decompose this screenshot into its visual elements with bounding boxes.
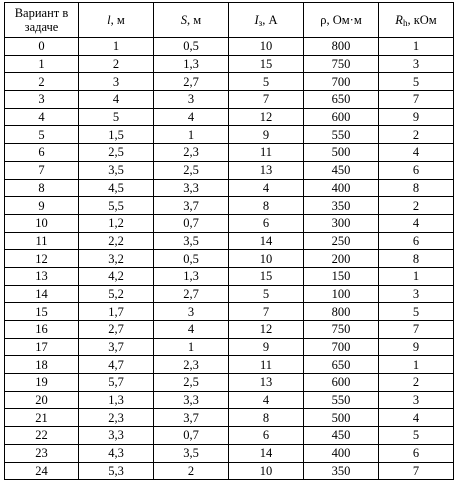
cell-resistance: 2 xyxy=(379,197,454,215)
cell-length: 4,2 xyxy=(79,267,154,285)
cell-resistivity: 400 xyxy=(304,444,379,462)
cell-length: 4,7 xyxy=(79,356,154,374)
cell-length: 2 xyxy=(79,55,154,73)
cell-variant: 11 xyxy=(5,232,79,250)
cell-resistivity: 500 xyxy=(304,144,379,162)
cell-resistance: 8 xyxy=(379,250,454,268)
cell-variant: 22 xyxy=(5,427,79,445)
cell-resistivity: 500 xyxy=(304,409,379,427)
cell-resistance: 9 xyxy=(379,108,454,126)
cell-variant: 12 xyxy=(5,250,79,268)
cell-area: 1,3 xyxy=(154,55,229,73)
header-resistance xyxy=(379,3,454,38)
cell-area: 4 xyxy=(154,108,229,126)
cell-current: 11 xyxy=(229,356,304,374)
cell-variant: 0 xyxy=(5,38,79,56)
cell-area: 1 xyxy=(154,338,229,356)
table-row xyxy=(5,462,454,480)
cell-current: 13 xyxy=(229,161,304,179)
cell-resistance: 7 xyxy=(379,462,454,480)
cell-length: 5,5 xyxy=(79,197,154,215)
cell-resistivity: 400 xyxy=(304,179,379,197)
cell-length: 1,7 xyxy=(79,303,154,321)
table-body xyxy=(5,38,454,480)
cell-variant: 14 xyxy=(5,285,79,303)
cell-current: 13 xyxy=(229,374,304,392)
cell-length: 5,2 xyxy=(79,285,154,303)
variants-table-container xyxy=(4,2,454,480)
header-length-symbol: l xyxy=(107,13,111,27)
header-length-unit: , м xyxy=(110,13,125,27)
header-resistance-symbol: R xyxy=(395,13,403,27)
cell-resistance: 6 xyxy=(379,232,454,250)
header-current-subscript: з xyxy=(258,18,263,28)
cell-variant: 2 xyxy=(5,73,79,91)
table-row xyxy=(5,55,454,73)
cell-resistance: 5 xyxy=(379,427,454,445)
table-row xyxy=(5,409,454,427)
cell-length: 5,3 xyxy=(79,462,154,480)
cell-area: 2 xyxy=(154,462,229,480)
cell-variant: 23 xyxy=(5,444,79,462)
table-row xyxy=(5,73,454,91)
table-row xyxy=(5,267,454,285)
header-resistivity-label: ρ, Ом·м xyxy=(320,13,362,27)
cell-current: 15 xyxy=(229,267,304,285)
cell-resistance: 2 xyxy=(379,374,454,392)
table-row xyxy=(5,250,454,268)
cell-resistivity: 650 xyxy=(304,356,379,374)
cell-area: 2,7 xyxy=(154,73,229,91)
header-row xyxy=(5,3,454,38)
header-area-symbol: S xyxy=(180,13,188,27)
cell-resistance: 1 xyxy=(379,38,454,56)
cell-resistance: 2 xyxy=(379,126,454,144)
cell-length: 3,2 xyxy=(79,250,154,268)
cell-variant: 13 xyxy=(5,267,79,285)
cell-current: 5 xyxy=(229,285,304,303)
cell-resistance: 3 xyxy=(379,55,454,73)
cell-resistance: 4 xyxy=(379,144,454,162)
cell-variant: 24 xyxy=(5,462,79,480)
cell-current: 4 xyxy=(229,391,304,409)
cell-resistivity: 600 xyxy=(304,374,379,392)
header-resistance-unit: , кОм xyxy=(407,13,437,27)
header-area-unit: , м xyxy=(187,13,202,27)
cell-resistivity: 450 xyxy=(304,427,379,445)
cell-current: 8 xyxy=(229,197,304,215)
header-resistivity xyxy=(304,3,379,38)
cell-area: 3,7 xyxy=(154,409,229,427)
cell-length: 3 xyxy=(79,73,154,91)
header-current-symbol: I xyxy=(254,13,259,27)
cell-current: 10 xyxy=(229,462,304,480)
cell-current: 7 xyxy=(229,303,304,321)
cell-current: 12 xyxy=(229,321,304,339)
cell-area: 0,5 xyxy=(154,38,229,56)
cell-variant: 9 xyxy=(5,197,79,215)
cell-area: 3 xyxy=(154,91,229,109)
table-row xyxy=(5,427,454,445)
cell-resistance: 1 xyxy=(379,267,454,285)
cell-current: 6 xyxy=(229,214,304,232)
cell-current: 8 xyxy=(229,409,304,427)
cell-current: 14 xyxy=(229,444,304,462)
cell-area: 0,5 xyxy=(154,250,229,268)
table-row xyxy=(5,338,454,356)
header-current-unit: , А xyxy=(262,13,278,27)
cell-resistance: 1 xyxy=(379,356,454,374)
variants-table xyxy=(4,2,454,480)
table-row xyxy=(5,444,454,462)
cell-current: 11 xyxy=(229,144,304,162)
cell-area: 3 xyxy=(154,303,229,321)
cell-area: 2,5 xyxy=(154,374,229,392)
cell-resistance: 7 xyxy=(379,91,454,109)
cell-variant: 7 xyxy=(5,161,79,179)
cell-variant: 5 xyxy=(5,126,79,144)
cell-current: 15 xyxy=(229,55,304,73)
cell-length: 3,7 xyxy=(79,338,154,356)
table-row xyxy=(5,161,454,179)
cell-resistance: 9 xyxy=(379,338,454,356)
cell-resistivity: 450 xyxy=(304,161,379,179)
header-current xyxy=(229,3,304,38)
header-length xyxy=(79,3,154,38)
cell-area: 0,7 xyxy=(154,427,229,445)
cell-resistivity: 700 xyxy=(304,338,379,356)
cell-current: 10 xyxy=(229,38,304,56)
table-row xyxy=(5,91,454,109)
cell-variant: 4 xyxy=(5,108,79,126)
cell-area: 0,7 xyxy=(154,214,229,232)
cell-resistivity: 200 xyxy=(304,250,379,268)
cell-variant: 19 xyxy=(5,374,79,392)
cell-resistivity: 350 xyxy=(304,462,379,480)
cell-area: 1,3 xyxy=(154,267,229,285)
cell-variant: 10 xyxy=(5,214,79,232)
cell-area: 3,3 xyxy=(154,179,229,197)
cell-length: 3,3 xyxy=(79,427,154,445)
cell-length: 4 xyxy=(79,91,154,109)
header-variant-label: Вариант в задаче xyxy=(14,6,69,34)
cell-resistivity: 250 xyxy=(304,232,379,250)
cell-resistivity: 650 xyxy=(304,91,379,109)
table-row xyxy=(5,126,454,144)
cell-resistivity: 800 xyxy=(304,303,379,321)
cell-length: 3,5 xyxy=(79,161,154,179)
cell-resistivity: 750 xyxy=(304,321,379,339)
table-row xyxy=(5,391,454,409)
cell-resistance: 4 xyxy=(379,409,454,427)
cell-current: 5 xyxy=(229,73,304,91)
table-row xyxy=(5,144,454,162)
cell-area: 2,7 xyxy=(154,285,229,303)
table-row xyxy=(5,214,454,232)
cell-resistivity: 150 xyxy=(304,267,379,285)
cell-resistivity: 350 xyxy=(304,197,379,215)
cell-variant: 1 xyxy=(5,55,79,73)
cell-current: 9 xyxy=(229,126,304,144)
cell-length: 2,3 xyxy=(79,409,154,427)
header-variant xyxy=(5,3,79,38)
cell-resistivity: 700 xyxy=(304,73,379,91)
table-row xyxy=(5,197,454,215)
cell-length: 1,3 xyxy=(79,391,154,409)
cell-resistance: 6 xyxy=(379,161,454,179)
cell-area: 3,5 xyxy=(154,232,229,250)
cell-area: 2,3 xyxy=(154,144,229,162)
cell-resistivity: 550 xyxy=(304,126,379,144)
cell-resistivity: 100 xyxy=(304,285,379,303)
cell-current: 10 xyxy=(229,250,304,268)
cell-resistance: 8 xyxy=(379,179,454,197)
cell-length: 1 xyxy=(79,38,154,56)
cell-resistivity: 600 xyxy=(304,108,379,126)
cell-resistivity: 750 xyxy=(304,55,379,73)
cell-length: 2,2 xyxy=(79,232,154,250)
cell-length: 2,7 xyxy=(79,321,154,339)
cell-resistivity: 300 xyxy=(304,214,379,232)
cell-area: 3,7 xyxy=(154,197,229,215)
table-row xyxy=(5,179,454,197)
cell-current: 7 xyxy=(229,91,304,109)
cell-resistance: 3 xyxy=(379,391,454,409)
table-row xyxy=(5,108,454,126)
cell-variant: 16 xyxy=(5,321,79,339)
cell-current: 12 xyxy=(229,108,304,126)
table-row xyxy=(5,356,454,374)
cell-variant: 20 xyxy=(5,391,79,409)
cell-current: 6 xyxy=(229,427,304,445)
cell-variant: 8 xyxy=(5,179,79,197)
table-row xyxy=(5,374,454,392)
cell-variant: 21 xyxy=(5,409,79,427)
table-row xyxy=(5,38,454,56)
cell-variant: 6 xyxy=(5,144,79,162)
cell-length: 5,7 xyxy=(79,374,154,392)
cell-current: 4 xyxy=(229,179,304,197)
table-row xyxy=(5,232,454,250)
cell-resistance: 3 xyxy=(379,285,454,303)
cell-resistance: 6 xyxy=(379,444,454,462)
header-resistance-subscript: h xyxy=(402,18,408,28)
cell-area: 3,5 xyxy=(154,444,229,462)
cell-area: 1 xyxy=(154,126,229,144)
cell-variant: 17 xyxy=(5,338,79,356)
cell-length: 4,5 xyxy=(79,179,154,197)
cell-variant: 3 xyxy=(5,91,79,109)
table-row xyxy=(5,285,454,303)
cell-length: 1,2 xyxy=(79,214,154,232)
cell-length: 1,5 xyxy=(79,126,154,144)
cell-area: 4 xyxy=(154,321,229,339)
cell-area: 2,5 xyxy=(154,161,229,179)
header-area xyxy=(154,3,229,38)
cell-area: 2,3 xyxy=(154,356,229,374)
cell-variant: 18 xyxy=(5,356,79,374)
cell-resistance: 5 xyxy=(379,73,454,91)
cell-area: 3,3 xyxy=(154,391,229,409)
cell-resistance: 5 xyxy=(379,303,454,321)
cell-current: 14 xyxy=(229,232,304,250)
cell-resistivity: 550 xyxy=(304,391,379,409)
cell-resistance: 4 xyxy=(379,214,454,232)
table-row xyxy=(5,303,454,321)
cell-resistance: 7 xyxy=(379,321,454,339)
cell-current: 9 xyxy=(229,338,304,356)
cell-resistivity: 800 xyxy=(304,38,379,56)
table-row xyxy=(5,321,454,339)
cell-length: 5 xyxy=(79,108,154,126)
cell-length: 4,3 xyxy=(79,444,154,462)
cell-variant: 15 xyxy=(5,303,79,321)
cell-length: 2,5 xyxy=(79,144,154,162)
